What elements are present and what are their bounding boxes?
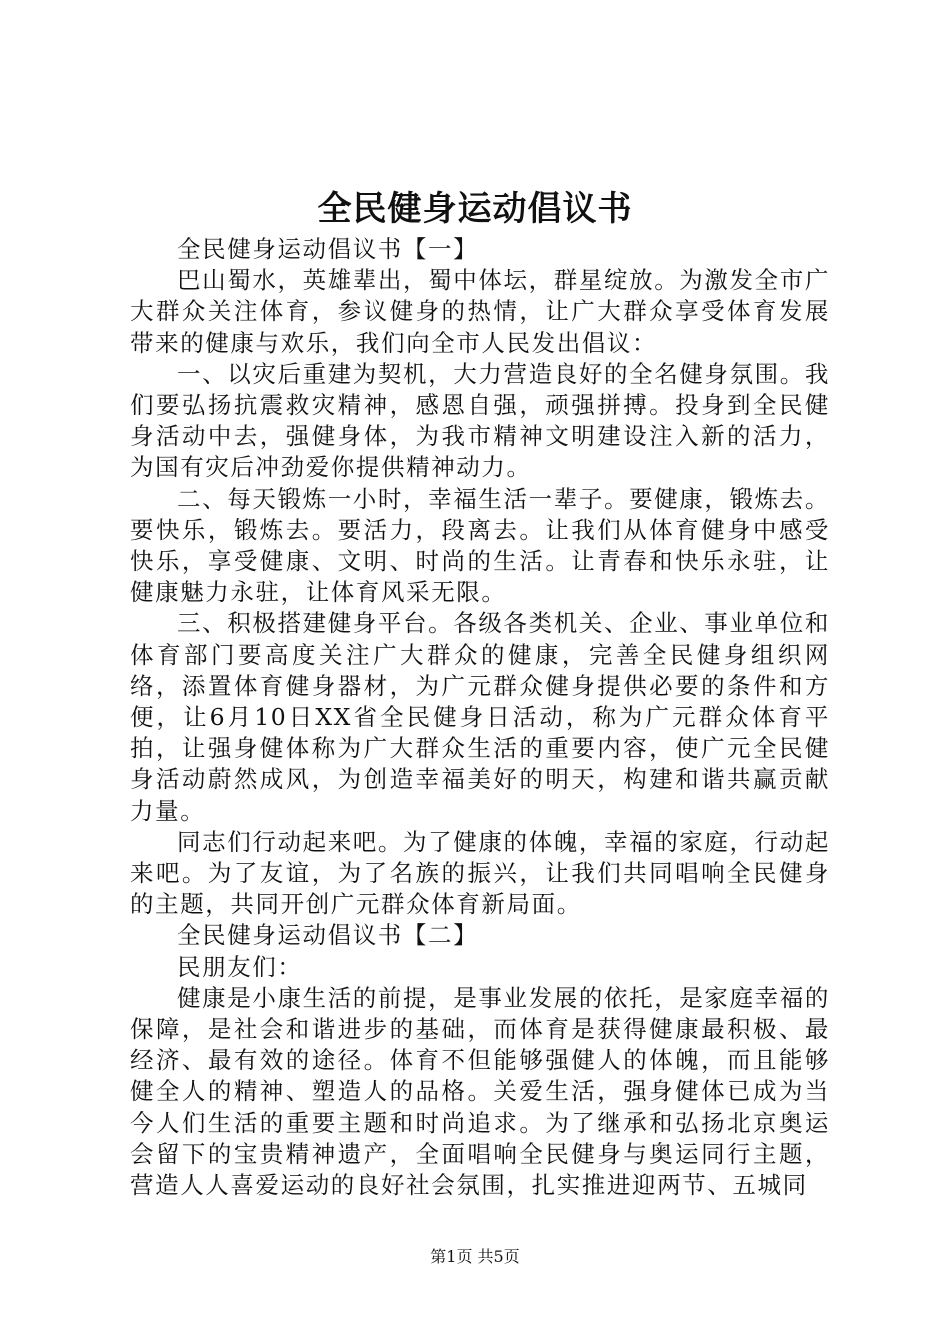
- paragraph: 一、以灾后重建为契机，大力营造良好的全名健身氛围。我们要弘扬抗震救灾精神，感恩自强，顽强拼搏。投身到全民健身活动中去，强健身体，为我市精神文明建设注入新的活力，为国有灾后冲劲爱你提供精神动力。: [130, 359, 830, 482]
- paragraph: 二、每天锻炼一小时，幸福生活一辈子。要健康，锻炼去。要快乐，锻炼去。要活力，段离去。让我们从体育健身中感受快乐，享受健康、文明、时尚的生活。让青春和快乐永驻，让健康魅力永驻，让体育风采无限。: [130, 484, 830, 607]
- document-body: [130, 234, 830, 1201]
- paragraph: 同志们行动起来吧。为了健康的体魄，幸福的家庭，行动起来吧。为了友谊，为了名族的振兴，让我们共同唱响全民健身的主题，共同开创广元群众体育新局面。: [130, 827, 830, 919]
- paragraph: 巴山蜀水，英雄辈出，蜀中体坛，群星绽放。为激发全市广大群众关注体育，参议健身的热情，让广大群众享受体育发展带来的健康与欢乐，我们向全市人民发出倡议：: [130, 266, 830, 357]
- paragraph: 健康是小康生活的前提，是事业发展的依托，是家庭幸福的保障，是社会和谐进步的基础，而体育是获得健康最积极、最经济、最有效的途径。体育不但能够强健人的体魄，而且能够健全人的精神、塑造人的品格。关爱生活，强身健体已成为当今人们生活的重要主题和时尚追求。为了继承和弘扬北京奥运会留下的宝贵精神遗产，全面唱响全民健身与奥运同行主题，营造人人喜爱运动的良好社会氛围，扎实推进迎两节、五城同: [130, 983, 830, 1200]
- document-title: 全民健身运动倡议书: [317, 189, 633, 229]
- section-heading-2: 全民健身运动倡议书【二】: [177, 921, 479, 950]
- salutation: 民朋友们：: [177, 952, 303, 981]
- section-heading-1: 全民健身运动倡议书【一】: [177, 235, 479, 263]
- page-number: 第1页 共5页: [430, 1247, 520, 1266]
- paragraph: 三、积极搭建健身平台。各级各类机关、企业、事业单位和体育部门要高度关注广大群众的健康，完善全民健身组织网络，添置体育健身器材，为广元群众健身提供必要的条件和方便，让6月10日XX省全民健身日活动，称为广元群众体育平拍，让强身健体称为广大群众生活的重要内容，使广元全民健身活动蔚然成风，为创造幸福美好的明天，构建和谐共赢贡献力量。: [130, 609, 830, 825]
